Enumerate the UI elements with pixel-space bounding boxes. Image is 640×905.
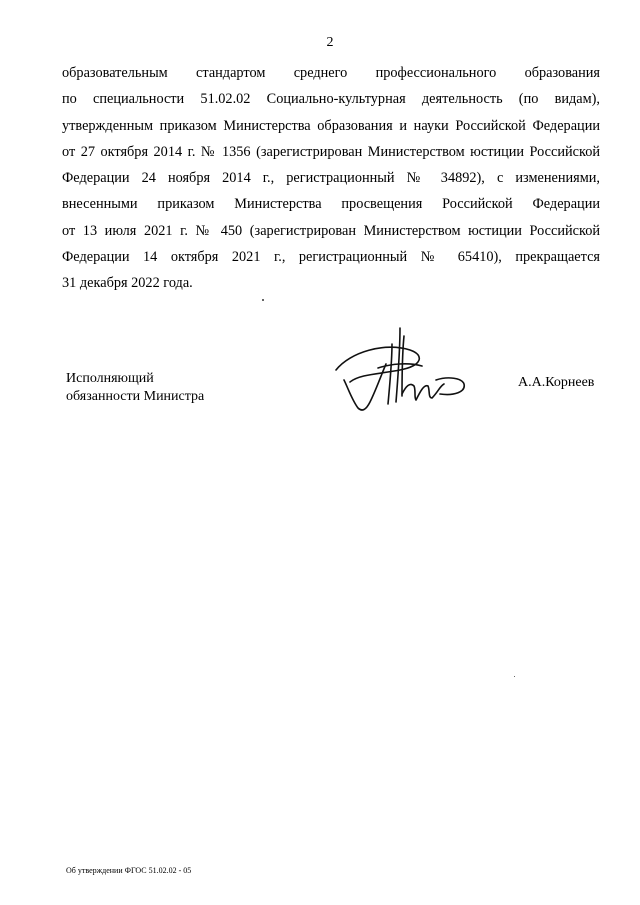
body-line: Федерации 14 октября 2021 г., регистрационный № 65410), прекращается	[62, 249, 600, 266]
body-line: Федерации 24 ноября 2014 г., регистрационный № 34892), с изменениями,	[62, 170, 600, 187]
signer-name: А.А.Корнеев	[518, 375, 595, 390]
body-line: внесенными приказом Министерства просвещения Российской Федерации	[62, 196, 600, 213]
scan-speck	[262, 299, 264, 301]
body-line: 31 декабря 2022 года.	[62, 275, 193, 292]
signer-title-line: обязанности Министра	[66, 389, 205, 404]
body-line: утвержденным приказом Министерства образования и науки Российской Федерации	[62, 117, 600, 134]
handwritten-signature	[330, 322, 470, 422]
scan-speck	[514, 676, 515, 677]
body-line: по специальности 51.02.02 Социально-культурная деятельность (по видам),	[62, 91, 600, 108]
body-line: от 27 октября 2014 г. № 1356 (зарегистрирован Министерством юстиции Российской	[62, 143, 600, 160]
page-number: 2	[326, 35, 334, 50]
body-paragraph	[62, 60, 600, 297]
body-line: от 13 июля 2021 г. № 450 (зарегистрирован Министерством юстиции Российской	[62, 222, 600, 239]
footer-reference: Об утверждении ФГОС 51.02.02 - 05	[66, 866, 192, 875]
signer-title	[66, 370, 204, 406]
body-line: образовательным стандартом среднего профессионального образования	[62, 65, 600, 81]
signer-title-line: Исполняющий	[66, 371, 154, 386]
